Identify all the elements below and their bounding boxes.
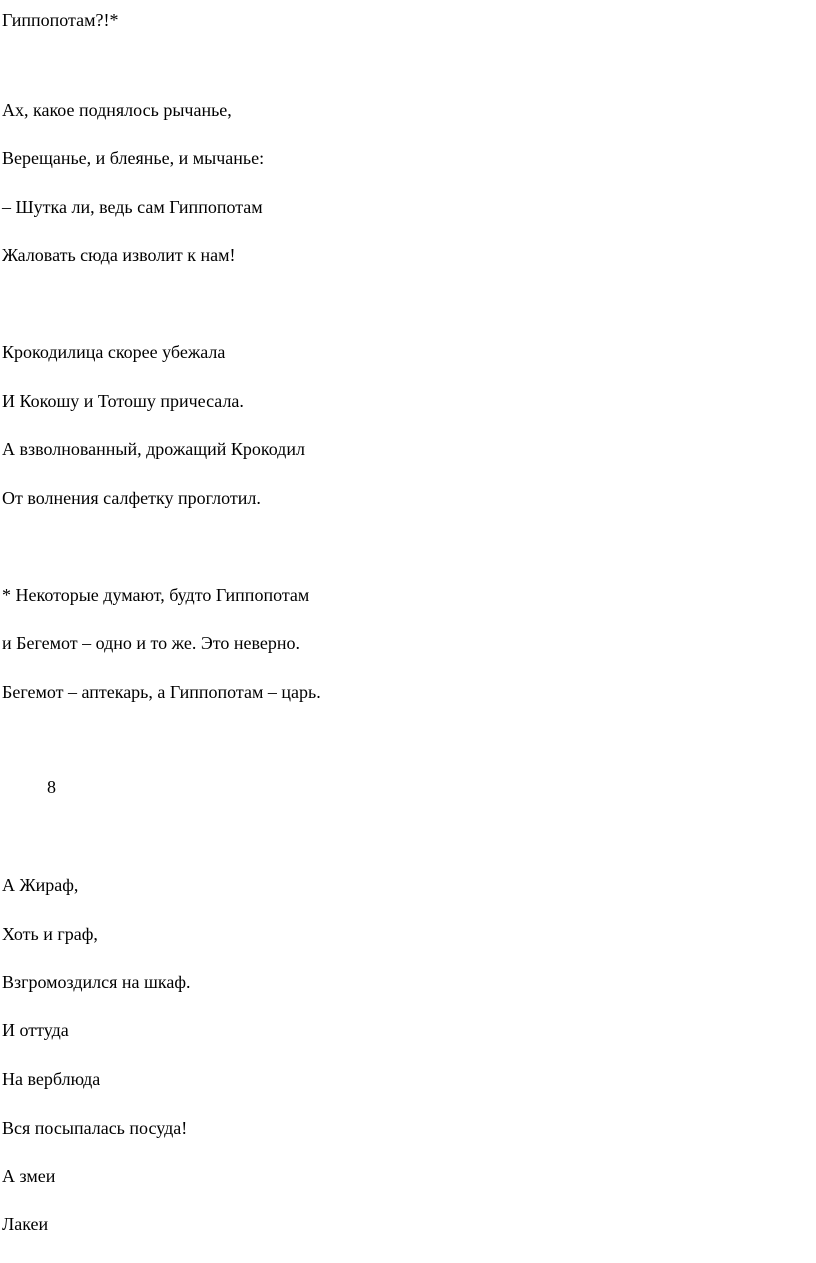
stanza3-line-3: Взгромоздился на шкаф.	[2, 972, 191, 992]
stanza3-line-2: Хоть и граф,	[2, 924, 98, 944]
stanza2-line-2: И Кокошу и Тотошу причесала.	[2, 391, 244, 411]
stanza1-line-3: – Шутка ли, ведь сам Гиппопотам	[2, 197, 263, 217]
stanza3-line-4: И оттуда	[2, 1020, 69, 1040]
footnote-line-1: * Некоторые думают, будто Гиппопотам	[2, 585, 310, 605]
stanza2-line-3: А взволнованный, дрожащий Крокодил	[2, 439, 305, 459]
footnote-line-2: и Бегемот – одно и то же. Это неверно.	[2, 633, 300, 653]
stanza1-line-4: Жаловать сюда изволит к нам!	[2, 245, 236, 265]
stanza2-line-1: Крокодилица скорее убежала	[2, 342, 226, 362]
stanza3-line-5: На верблюда	[2, 1069, 101, 1089]
stanza3-line-8: Лакеи	[2, 1214, 49, 1234]
heading-line: Гиппопотам?!*	[2, 10, 119, 30]
stanza3-line-1: А Жираф,	[2, 875, 79, 895]
section-number: 8	[47, 777, 56, 797]
stanza3-line-7: А змеи	[2, 1166, 56, 1186]
footnote-line-3: Бегемот – аптекарь, а Гиппопотам – царь.	[2, 682, 321, 702]
stanza1-line-1: Ах, какое поднялось рычанье,	[2, 100, 232, 120]
stanza2-line-4: От волнения салфетку проглотил.	[2, 488, 261, 508]
stanza3-line-6: Вся посыпалась посуда!	[2, 1118, 188, 1138]
stanza1-line-2: Верещанье, и блеянье, и мычанье:	[2, 148, 265, 168]
